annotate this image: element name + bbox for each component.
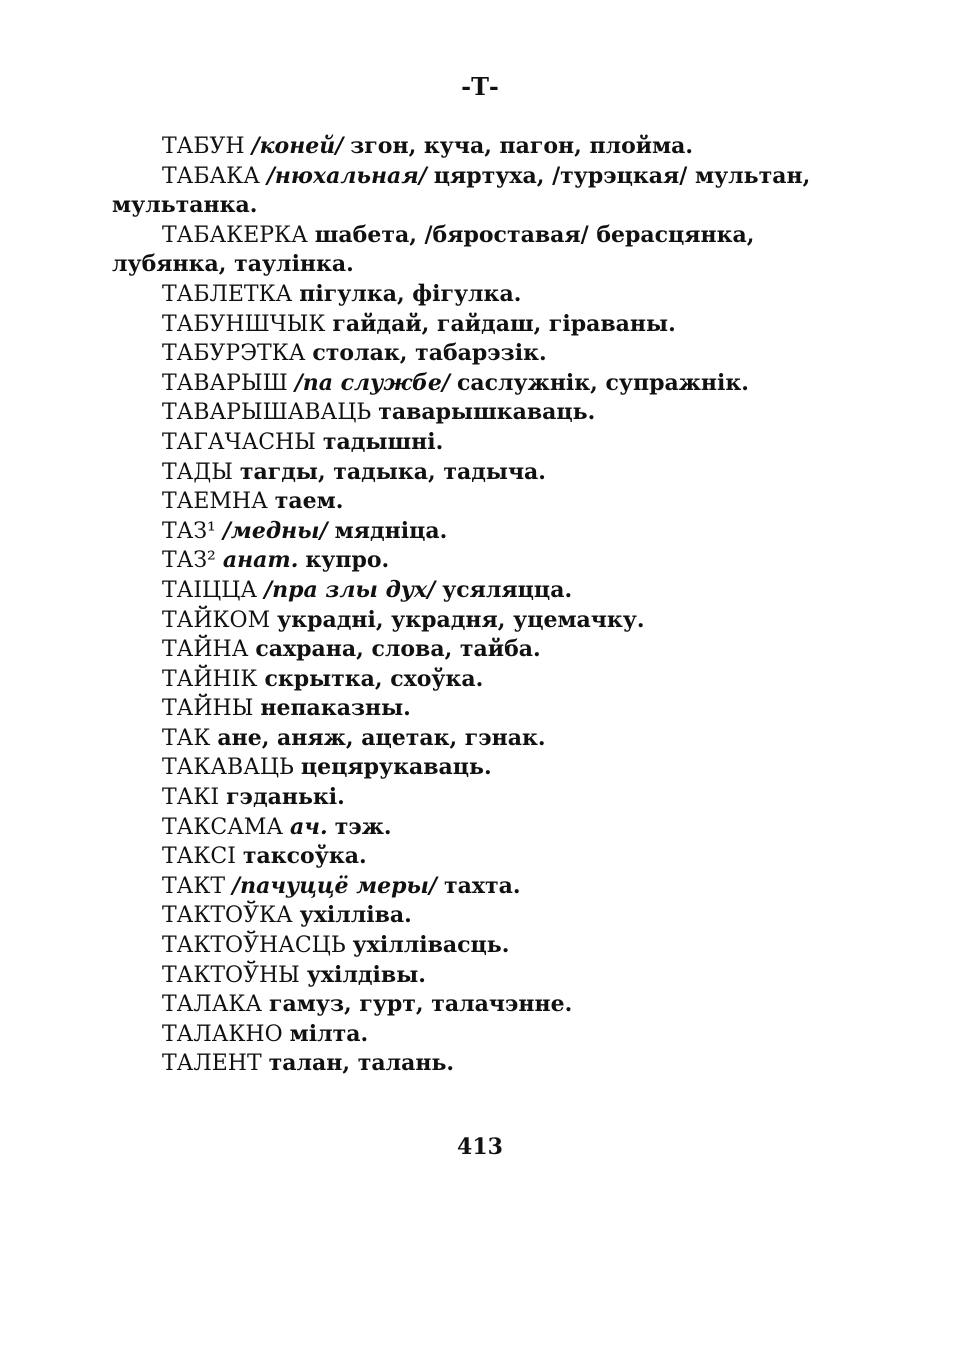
entry-definition: ухілліва. [299, 902, 412, 929]
entry-definition: тагды, тадыка, тадыча. [239, 458, 546, 485]
dictionary-entry [112, 458, 857, 488]
page-number: 413 [457, 1134, 503, 1160]
entry-headword: ТАГАЧАСНЫ [162, 429, 316, 455]
dictionary-entry [112, 872, 857, 902]
entry-headword: ТАКАВАЦЬ [162, 755, 294, 781]
entry-headword: ТАК [162, 725, 211, 751]
entry-usage-note: /пачуццё меры/ [232, 872, 437, 899]
dictionary-entry [112, 487, 857, 517]
section-letter-header: -Т- [461, 72, 499, 101]
entry-headword: ТАЛЕНТ [162, 1051, 262, 1077]
entry-headword: ТАЕМНА [162, 489, 268, 515]
entry-headword: ТАКСАМА [162, 814, 284, 840]
dictionary-entry [112, 398, 857, 428]
entry-headword: ТАКІ [162, 785, 220, 811]
entry-headword: ТАЛАКА [162, 992, 263, 1018]
entry-definition: гамуз, гурт, талачэнне. [269, 991, 573, 1018]
entry-definition: тадышні. [322, 428, 444, 455]
dictionary-entry [112, 339, 857, 369]
entry-usage-note: ач. [290, 813, 328, 840]
entry-definition: столак, табарэзік. [312, 340, 547, 367]
dictionary-entry [112, 606, 857, 636]
entry-definition: гайдай, гайдаш, гіраваны. [332, 310, 676, 337]
entry-headword: ТАБУНШЧЫК [162, 311, 326, 337]
entry-definition: талан, талань. [268, 1050, 455, 1077]
dictionary-entry [112, 546, 857, 576]
entry-definition: пігулка, фігулка. [299, 280, 522, 307]
dictionary-entry [112, 665, 857, 695]
entry-definition: купро. [305, 547, 390, 574]
dictionary-entry [112, 842, 857, 872]
entry-definition: згон, куча, пагон, плойма. [350, 133, 694, 159]
dictionary-entry [112, 783, 857, 813]
dictionary-entry [112, 753, 857, 783]
entry-headword: ТАЙНІК [162, 666, 258, 692]
entry-headword: ТАЛАКНО [162, 1021, 283, 1047]
entry-definition: таем. [274, 488, 344, 515]
entry-definition: цецярукаваць. [300, 754, 492, 781]
entry-headword: ТАЙКОМ [162, 607, 271, 633]
entry-usage-note: /па службе/ [294, 369, 450, 396]
entry-definition: украдні, украдня, уцемачку. [277, 606, 645, 633]
entry-definition: таксоўка. [242, 843, 367, 870]
entry-headword: ТАКТОЎНЫ [162, 962, 300, 988]
dictionary-entry [112, 132, 857, 162]
entry-headword: ТАКТ [162, 873, 226, 899]
entry-headword: ТАКТОЎНАСЦЬ [162, 933, 346, 959]
dictionary-entry [112, 901, 857, 931]
entry-definition: ухіллівасць. [352, 932, 510, 959]
dictionary-entry [112, 280, 857, 310]
entry-headword: ТАБАКА [162, 163, 260, 189]
dictionary-entry [112, 428, 857, 458]
entry-headword: ТАБЛЕТКА [162, 281, 293, 307]
entry-definition: непаказны. [260, 695, 411, 722]
dictionary-entry [112, 961, 857, 991]
entry-headword: ТАІЦЦА [162, 577, 258, 603]
dictionary-entry [112, 990, 857, 1020]
entry-definition: сахрана, слова, тайба. [255, 636, 541, 663]
entry-headword: ТАЙНЫ [162, 696, 254, 722]
entry-usage-note: /медны/ [222, 517, 328, 544]
entry-definition: саслужнік, супражнік. [456, 369, 749, 396]
entry-usage-note: анат. [222, 547, 299, 574]
dictionary-entry [112, 1049, 857, 1079]
entry-definition: ухілдівы. [306, 961, 426, 988]
entry-definition: мядніца. [334, 517, 448, 544]
entry-definition: шабета, /бяроставая/ берасцянка, лубянка, таулінка. [112, 221, 755, 278]
dictionary-entry [112, 162, 857, 221]
dictionary-entry [112, 517, 857, 547]
entry-definition: тахта. [443, 872, 521, 899]
entry-usage-note: /пра злы дух/ [264, 576, 436, 603]
entry-headword: ТАБУН [162, 134, 245, 159]
entry-headword: ТАВАРЫШАВАЦЬ [162, 400, 372, 426]
entry-headword: ТАЗ¹ [162, 518, 216, 544]
entry-usage-note: /коней/ [251, 133, 344, 159]
entry-definition: мілта. [289, 1020, 369, 1047]
dictionary-entry [112, 576, 857, 606]
entry-headword: ТАЗ² [162, 548, 216, 574]
dictionary-entry [112, 310, 857, 340]
dictionary-entry [112, 369, 857, 399]
dictionary-entry [112, 694, 857, 724]
entry-headword: ТАБАКЕРКА [162, 222, 308, 248]
dictionary-entry [112, 724, 857, 754]
entry-headword: ТАВАРЫШ [162, 370, 288, 396]
entry-definition: ане, аняж, ацетак, гэнак. [217, 724, 546, 751]
entry-definition: скрытка, схоўка. [264, 665, 484, 692]
dictionary-entry [112, 813, 857, 843]
entry-headword: ТАБУРЭТКА [162, 341, 306, 367]
dictionary-entry [112, 931, 857, 961]
entry-headword: ТАЙНА [162, 637, 249, 663]
entry-headword: ТАДЫ [162, 459, 233, 485]
entry-definition: усяляцца. [442, 576, 573, 603]
entry-list [112, 132, 857, 1079]
entry-headword: ТАКСІ [162, 844, 236, 870]
entry-definition: тэж. [334, 813, 392, 840]
dictionary-entry [112, 221, 857, 280]
entry-headword: ТАКТОЎКА [162, 903, 293, 929]
entry-definition: гэданькі. [226, 784, 345, 811]
entry-definition: таварышкаваць. [378, 399, 596, 426]
dictionary-entry [112, 1020, 857, 1050]
entry-usage-note: /нюхальная/ [266, 162, 427, 189]
dictionary-entry [112, 635, 857, 665]
entry-definition: цяртуха, /турэцкая/ мультан, мультанка. [112, 162, 811, 219]
